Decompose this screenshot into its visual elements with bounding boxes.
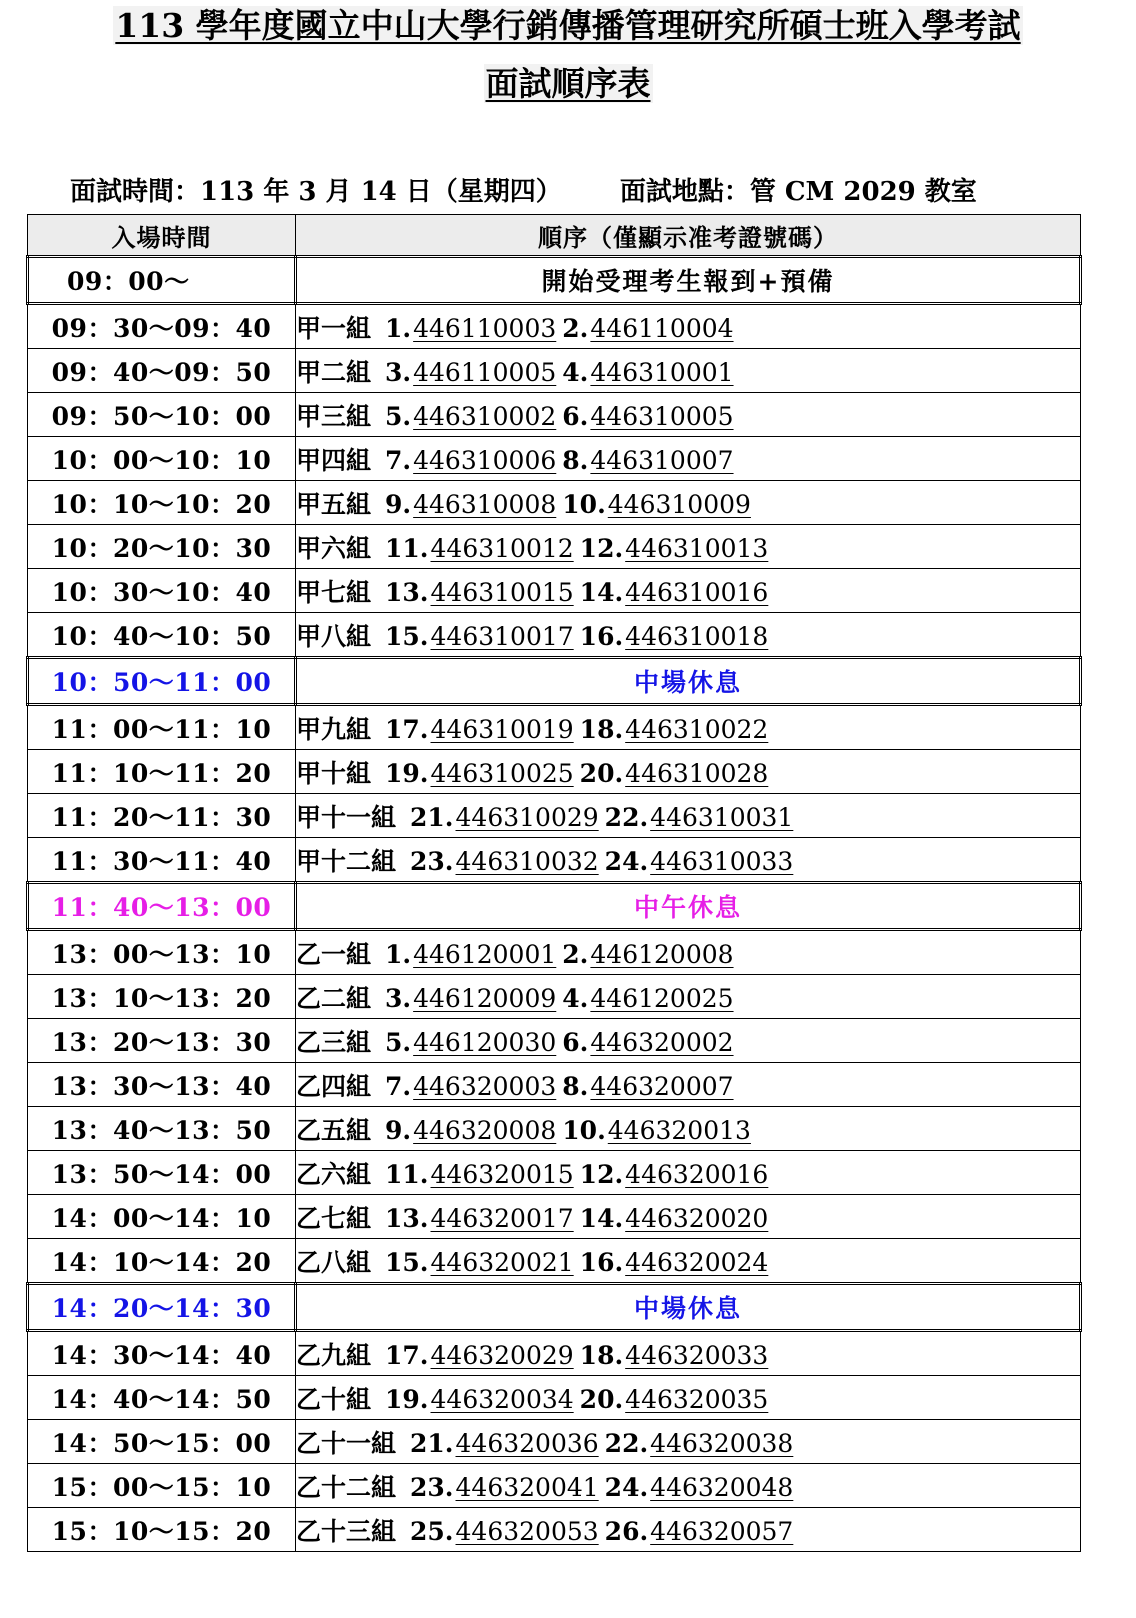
table-row bbox=[28, 1420, 1081, 1464]
group-cell bbox=[296, 1464, 1081, 1508]
group-name: 乙六組 bbox=[296, 1159, 372, 1189]
table-row bbox=[28, 393, 1081, 437]
group-cell bbox=[296, 1195, 1081, 1239]
time-cell: 11：40～13：00 bbox=[28, 883, 296, 930]
group-name: 甲三組 bbox=[296, 401, 372, 431]
time-cell: 14：40～14：50 bbox=[28, 1376, 296, 1420]
order-number: 16. bbox=[579, 621, 624, 651]
document-subtitle-text: 面試順序表 bbox=[485, 64, 651, 103]
group-name: 甲六組 bbox=[296, 533, 372, 563]
schedule-table bbox=[26, 214, 1082, 1552]
exam-id: 446320020 bbox=[625, 1203, 769, 1233]
order-number: 18. bbox=[579, 1340, 624, 1370]
group-cell bbox=[296, 930, 1081, 975]
group-name: 甲五組 bbox=[296, 489, 372, 519]
group-cell bbox=[296, 705, 1081, 750]
table-row bbox=[28, 838, 1081, 883]
exam-id: 446320029 bbox=[430, 1340, 574, 1370]
exam-id: 446310019 bbox=[430, 714, 574, 744]
group-name: 甲十二組 bbox=[296, 846, 397, 876]
interview-info bbox=[70, 174, 1120, 210]
time-cell: 13：00～13：10 bbox=[28, 930, 296, 975]
order-number: 24. bbox=[604, 1472, 649, 1502]
order-number: 1. bbox=[385, 939, 412, 969]
exam-id: 446310015 bbox=[430, 577, 574, 607]
exam-id: 446320024 bbox=[625, 1247, 769, 1277]
group-cell bbox=[296, 1420, 1081, 1464]
checkin-text: 開始受理考生報到+預備 bbox=[296, 257, 1081, 304]
exam-id: 446320017 bbox=[430, 1203, 574, 1233]
time-cell: 09：30～09：40 bbox=[28, 304, 296, 349]
order-number: 8. bbox=[562, 445, 589, 475]
order-number: 7. bbox=[385, 1071, 412, 1101]
exam-id: 446120001 bbox=[413, 939, 557, 969]
table-row bbox=[28, 705, 1081, 750]
order-number: 17. bbox=[385, 714, 429, 744]
order-number: 18. bbox=[579, 714, 624, 744]
exam-id: 446320057 bbox=[650, 1516, 794, 1546]
exam-id: 446320002 bbox=[590, 1027, 734, 1057]
exam-id: 446310006 bbox=[413, 445, 557, 475]
order-number: 11. bbox=[385, 533, 429, 563]
group-name: 乙十三組 bbox=[296, 1516, 397, 1546]
exam-id: 446320038 bbox=[650, 1428, 794, 1458]
order-number: 19. bbox=[385, 1384, 429, 1414]
checkin-row bbox=[28, 257, 1081, 304]
order-number: 19. bbox=[385, 758, 429, 788]
time-cell: 13：20～13：30 bbox=[28, 1019, 296, 1063]
document-title bbox=[0, 4, 1136, 48]
order-number: 1. bbox=[385, 313, 412, 343]
group-cell bbox=[296, 1376, 1081, 1420]
document-subtitle bbox=[0, 62, 1136, 106]
table-row bbox=[28, 1063, 1081, 1107]
group-cell bbox=[296, 437, 1081, 481]
exam-id: 446310033 bbox=[650, 846, 794, 876]
time-cell: 14：30～14：40 bbox=[28, 1331, 296, 1376]
exam-id: 446120009 bbox=[413, 983, 557, 1013]
exam-id: 446310008 bbox=[413, 489, 557, 519]
exam-id: 446320021 bbox=[430, 1247, 574, 1277]
order-number: 14. bbox=[579, 577, 624, 607]
group-cell bbox=[296, 1331, 1081, 1376]
time-cell: 10：40～10：50 bbox=[28, 613, 296, 658]
order-number: 11. bbox=[385, 1159, 429, 1189]
exam-id: 446320053 bbox=[455, 1516, 599, 1546]
order-number: 15. bbox=[385, 1247, 429, 1277]
group-cell bbox=[296, 525, 1081, 569]
order-number: 20. bbox=[579, 1384, 624, 1414]
group-cell bbox=[296, 481, 1081, 525]
time-cell: 13：40～13：50 bbox=[28, 1107, 296, 1151]
table-row bbox=[28, 525, 1081, 569]
exam-id: 446120025 bbox=[590, 983, 734, 1013]
table-row bbox=[28, 930, 1081, 975]
table-row bbox=[28, 1239, 1081, 1284]
time-cell: 14：20～14：30 bbox=[28, 1284, 296, 1331]
order-number: 26. bbox=[604, 1516, 649, 1546]
exam-id: 446110004 bbox=[590, 313, 734, 343]
order-number: 14. bbox=[579, 1203, 624, 1233]
exam-id: 446310022 bbox=[625, 714, 769, 744]
exam-id: 446320041 bbox=[455, 1472, 599, 1502]
exam-id: 446310016 bbox=[625, 577, 769, 607]
group-cell bbox=[296, 1151, 1081, 1195]
exam-id: 446310013 bbox=[625, 533, 769, 563]
order-number: 9. bbox=[385, 1115, 412, 1145]
time-cell: 10：20～10：30 bbox=[28, 525, 296, 569]
group-cell bbox=[296, 1239, 1081, 1284]
group-cell bbox=[296, 1107, 1081, 1151]
order-number: 16. bbox=[579, 1247, 624, 1277]
order-number: 10. bbox=[562, 489, 606, 519]
break-text: 中場休息 bbox=[296, 658, 1081, 705]
order-number: 4. bbox=[562, 983, 589, 1013]
exam-id: 446320007 bbox=[590, 1071, 734, 1101]
group-name: 甲四組 bbox=[296, 445, 372, 475]
order-number: 23. bbox=[410, 1472, 454, 1502]
exam-id: 446320034 bbox=[430, 1384, 574, 1414]
order-number: 3. bbox=[385, 357, 412, 387]
group-name: 乙九組 bbox=[296, 1340, 372, 1370]
exam-id: 446120030 bbox=[413, 1027, 557, 1057]
exam-id: 446310005 bbox=[590, 401, 734, 431]
table-row bbox=[28, 750, 1081, 794]
time-cell: 09：50～10：00 bbox=[28, 393, 296, 437]
table-row bbox=[28, 304, 1081, 349]
group-cell bbox=[296, 393, 1081, 437]
exam-id: 446320008 bbox=[413, 1115, 557, 1145]
group-cell bbox=[296, 304, 1081, 349]
time-cell: 13：50～14：00 bbox=[28, 1151, 296, 1195]
order-number: 15. bbox=[385, 621, 429, 651]
time-cell: 11：20～11：30 bbox=[28, 794, 296, 838]
exam-id: 446320013 bbox=[607, 1115, 751, 1145]
table-row bbox=[28, 975, 1081, 1019]
order-number: 13. bbox=[385, 1203, 429, 1233]
exam-id: 446320033 bbox=[625, 1340, 769, 1370]
group-cell bbox=[296, 975, 1081, 1019]
group-name: 甲一組 bbox=[296, 313, 372, 343]
group-name: 甲二組 bbox=[296, 357, 372, 387]
header-order: 順序（僅顯示准考證號碼） bbox=[296, 215, 1081, 257]
group-name: 乙十組 bbox=[296, 1384, 372, 1414]
exam-id: 446310031 bbox=[650, 802, 794, 832]
group-name: 乙三組 bbox=[296, 1027, 372, 1057]
time-cell: 11：30～11：40 bbox=[28, 838, 296, 883]
time-cell: 14：50～15：00 bbox=[28, 1420, 296, 1464]
exam-id: 446310018 bbox=[625, 621, 769, 651]
header-row bbox=[28, 215, 1081, 257]
table-row bbox=[28, 481, 1081, 525]
time-cell: 10：30～10：40 bbox=[28, 569, 296, 613]
exam-id: 446310001 bbox=[590, 357, 734, 387]
time-cell: 10：50～11：00 bbox=[28, 658, 296, 705]
group-name: 乙七組 bbox=[296, 1203, 372, 1233]
schedule-table-body bbox=[28, 257, 1081, 1552]
interview-time: 面試時間：113 年 3 月 14 日（星期四） bbox=[70, 177, 562, 207]
time-cell: 10：00～10：10 bbox=[28, 437, 296, 481]
exam-id: 446310002 bbox=[413, 401, 557, 431]
table-row bbox=[28, 1195, 1081, 1239]
time-cell: 14：10～14：20 bbox=[28, 1239, 296, 1284]
group-cell bbox=[296, 349, 1081, 393]
table-row bbox=[28, 1508, 1081, 1552]
table-row bbox=[28, 794, 1081, 838]
table-row bbox=[28, 437, 1081, 481]
order-number: 24. bbox=[604, 846, 649, 876]
exam-id: 446320015 bbox=[430, 1159, 574, 1189]
table-row bbox=[28, 1151, 1081, 1195]
exam-id: 446310028 bbox=[625, 758, 769, 788]
exam-id: 446320048 bbox=[650, 1472, 794, 1502]
order-number: 22. bbox=[604, 802, 649, 832]
exam-id: 446120008 bbox=[590, 939, 734, 969]
table-row bbox=[28, 1464, 1081, 1508]
group-name: 乙二組 bbox=[296, 983, 372, 1013]
exam-id: 446310012 bbox=[430, 533, 574, 563]
break-row bbox=[28, 658, 1081, 705]
interview-location: 面試地點：管 CM 2029 教室 bbox=[619, 177, 977, 207]
time-cell: 09：00～ bbox=[28, 257, 296, 304]
order-number: 13. bbox=[385, 577, 429, 607]
exam-id: 446320016 bbox=[625, 1159, 769, 1189]
lunch-break-row bbox=[28, 883, 1081, 930]
table-row bbox=[28, 1107, 1081, 1151]
exam-id: 446110003 bbox=[413, 313, 557, 343]
group-name: 甲十組 bbox=[296, 758, 372, 788]
group-name: 乙五組 bbox=[296, 1115, 372, 1145]
group-name: 乙十一組 bbox=[296, 1428, 397, 1458]
order-number: 25. bbox=[410, 1516, 454, 1546]
exam-id: 446320003 bbox=[413, 1071, 557, 1101]
time-cell: 13：30～13：40 bbox=[28, 1063, 296, 1107]
group-cell bbox=[296, 750, 1081, 794]
group-cell bbox=[296, 569, 1081, 613]
order-number: 7. bbox=[385, 445, 412, 475]
time-cell: 15：00～15：10 bbox=[28, 1464, 296, 1508]
order-number: 5. bbox=[385, 401, 412, 431]
order-number: 9. bbox=[385, 489, 412, 519]
group-cell bbox=[296, 1508, 1081, 1552]
exam-id: 446320035 bbox=[625, 1384, 769, 1414]
order-number: 21. bbox=[410, 1428, 454, 1458]
group-name: 乙一組 bbox=[296, 939, 372, 969]
order-number: 6. bbox=[562, 1027, 589, 1057]
break-text: 中場休息 bbox=[296, 1284, 1081, 1331]
order-number: 20. bbox=[579, 758, 624, 788]
table-row bbox=[28, 349, 1081, 393]
table-row bbox=[28, 1376, 1081, 1420]
break-text: 中午休息 bbox=[296, 883, 1081, 930]
table-row bbox=[28, 1331, 1081, 1376]
group-cell bbox=[296, 794, 1081, 838]
order-number: 17. bbox=[385, 1340, 429, 1370]
exam-id: 446310032 bbox=[455, 846, 599, 876]
exam-id: 446110005 bbox=[413, 357, 557, 387]
schedule-table-header bbox=[28, 215, 1081, 257]
header-entry-time: 入場時間 bbox=[28, 215, 296, 257]
time-cell: 13：10～13：20 bbox=[28, 975, 296, 1019]
group-cell bbox=[296, 1019, 1081, 1063]
exam-id: 446310007 bbox=[590, 445, 734, 475]
order-number: 22. bbox=[604, 1428, 649, 1458]
order-number: 4. bbox=[562, 357, 589, 387]
table-row bbox=[28, 613, 1081, 658]
order-number: 12. bbox=[579, 533, 624, 563]
order-number: 2. bbox=[562, 939, 589, 969]
order-number: 6. bbox=[562, 401, 589, 431]
time-cell: 14：00～14：10 bbox=[28, 1195, 296, 1239]
time-cell: 15：10～15：20 bbox=[28, 1508, 296, 1552]
group-name: 乙四組 bbox=[296, 1071, 372, 1101]
table-row bbox=[28, 1019, 1081, 1063]
table-row bbox=[28, 569, 1081, 613]
group-cell bbox=[296, 1063, 1081, 1107]
time-cell: 10：10～10：20 bbox=[28, 481, 296, 525]
exam-id: 446310025 bbox=[430, 758, 574, 788]
order-number: 10. bbox=[562, 1115, 606, 1145]
exam-id: 446320036 bbox=[455, 1428, 599, 1458]
time-cell: 11：10～11：20 bbox=[28, 750, 296, 794]
group-name: 甲七組 bbox=[296, 577, 372, 607]
time-cell: 09：40～09：50 bbox=[28, 349, 296, 393]
exam-id: 446310009 bbox=[607, 489, 751, 519]
group-name: 乙十二組 bbox=[296, 1472, 397, 1502]
group-name: 甲十一組 bbox=[296, 802, 397, 832]
group-name: 甲九組 bbox=[296, 714, 372, 744]
group-name: 甲八組 bbox=[296, 621, 372, 651]
group-cell bbox=[296, 613, 1081, 658]
exam-id: 446310017 bbox=[430, 621, 574, 651]
order-number: 8. bbox=[562, 1071, 589, 1101]
document-title-text: 113 學年度國立中山大學行銷傳播管理研究所碩士班入學考試 bbox=[115, 6, 1021, 45]
group-name: 乙八組 bbox=[296, 1247, 372, 1277]
order-number: 5. bbox=[385, 1027, 412, 1057]
group-cell bbox=[296, 838, 1081, 883]
order-number: 3. bbox=[385, 983, 412, 1013]
time-cell: 11：00～11：10 bbox=[28, 705, 296, 750]
order-number: 23. bbox=[410, 846, 454, 876]
order-number: 12. bbox=[579, 1159, 624, 1189]
order-number: 21. bbox=[410, 802, 454, 832]
exam-id: 446310029 bbox=[455, 802, 599, 832]
order-number: 2. bbox=[562, 313, 589, 343]
break-row bbox=[28, 1284, 1081, 1331]
